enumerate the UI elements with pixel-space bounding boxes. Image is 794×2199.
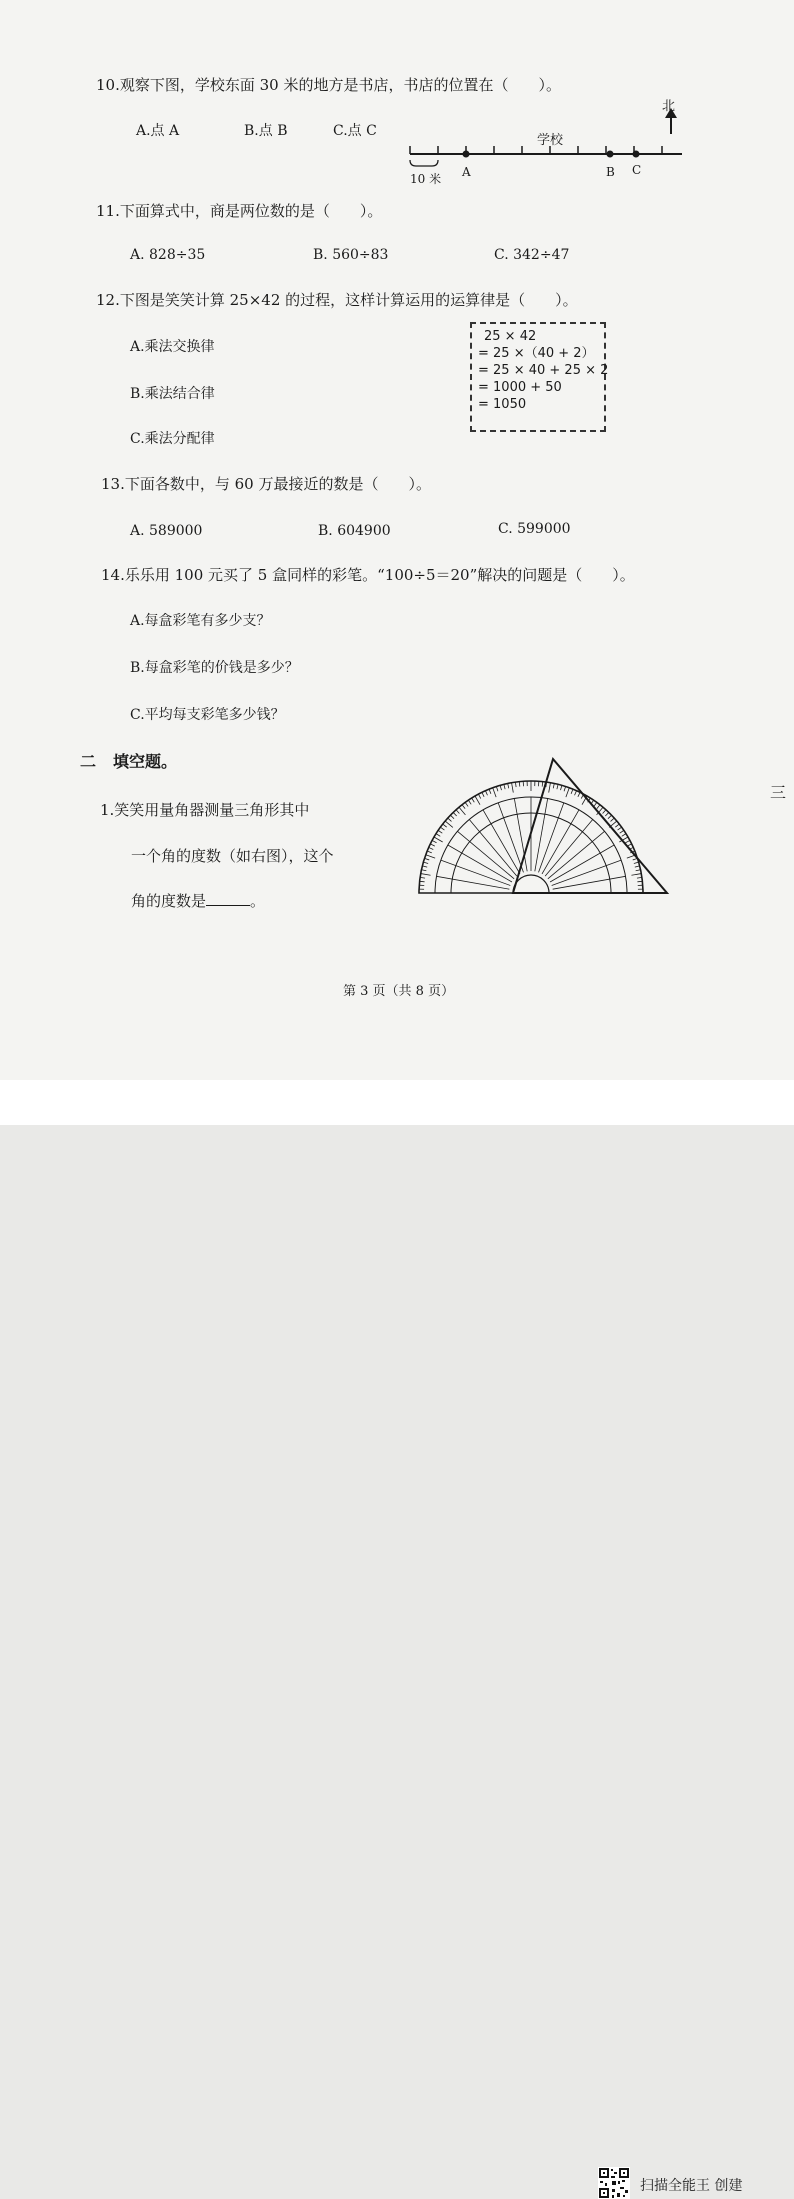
protractor-tick — [508, 783, 509, 788]
protractor-tick — [443, 824, 447, 827]
q11-option-b: B. 560÷83 — [313, 248, 388, 262]
q10-text: 10.观察下图，学校东面 30 米的地方是书店，书店的位置在（ ）。 — [96, 78, 561, 93]
q13-option-c: C. 599000 — [498, 522, 571, 536]
page-number: 第 3 页（共 8 页） — [343, 985, 454, 998]
section-title: 填空题。 — [113, 754, 177, 770]
protractor-tick — [465, 802, 468, 806]
protractor-tick — [420, 881, 425, 882]
fill1-line1: 1.笑笑用量角器测量三角形其中 — [100, 803, 309, 818]
school-label: 学校 — [537, 134, 563, 147]
edge-fragment: 三 — [770, 780, 786, 803]
calculation-box — [470, 322, 606, 432]
protractor-tick — [436, 834, 440, 837]
q11-option-c: C. 342÷47 — [494, 248, 569, 262]
protractor-tick — [504, 784, 505, 789]
protractor-radial — [553, 876, 626, 889]
protractor-tick — [622, 834, 626, 837]
protractor-tick — [578, 792, 580, 796]
q13-text: 13.下面各数中，与 60 万最接近的数是（ ）。 — [101, 477, 431, 492]
protractor-tick — [542, 782, 543, 787]
section-number: 二 — [80, 754, 96, 770]
protractor-tick — [448, 818, 452, 821]
q10-option-b: B.点 B — [244, 124, 287, 138]
protractor-tick — [422, 866, 427, 867]
protractor-tick — [512, 783, 514, 793]
north-label: 北 — [662, 100, 675, 113]
protractor-radial — [436, 876, 509, 889]
scanner-label: 扫描全能王 创建 — [640, 2175, 742, 2195]
protractor-radial — [514, 798, 527, 871]
protractor-tick — [611, 818, 615, 821]
q14-option-b: B.每盒彩笔的价钱是多少？ — [130, 661, 299, 675]
protractor-tick — [571, 789, 573, 794]
answer-blank[interactable] — [206, 893, 250, 906]
protractor-tick — [634, 862, 639, 863]
q10-option-c: C.点 C — [333, 124, 377, 138]
protractor-tick — [475, 796, 480, 805]
protractor-tick — [438, 830, 442, 833]
protractor-radial — [552, 860, 622, 885]
q12-option-c: C.乘法分配律 — [130, 432, 215, 446]
q13-option-a: A. 589000 — [130, 524, 202, 538]
protractor-tick — [456, 810, 459, 814]
protractor-tick — [440, 827, 444, 830]
q14-option-a: A.每盒彩笔有多少支？ — [130, 614, 271, 628]
protractor-tick — [426, 855, 435, 858]
protractor-tick — [478, 794, 480, 798]
protractor-tick — [420, 877, 425, 878]
protractor-tick — [427, 851, 432, 853]
protractor-tick — [472, 798, 475, 802]
q13-option-b: B. 604900 — [318, 524, 391, 538]
protractor-tick — [496, 786, 498, 791]
protractor-tick — [618, 827, 622, 830]
protractor-tick — [631, 874, 641, 876]
calc-step-1: 25 × 42 — [478, 328, 604, 345]
calc-step-2: = 25 ×（40 + 2） — [478, 345, 604, 362]
protractor-tick — [421, 874, 431, 876]
protractor-radial — [498, 803, 523, 873]
protractor-tick — [424, 858, 429, 860]
protractor-tick — [608, 815, 612, 818]
protractor-tick — [605, 812, 608, 816]
protractor-tick — [575, 791, 577, 796]
protractor-tick — [519, 782, 520, 787]
protractor-tick — [564, 786, 566, 791]
protractor-tick — [625, 840, 629, 842]
protractor-tick — [485, 791, 487, 796]
fill1-line2: 一个角的度数（如右图），这个 — [131, 849, 334, 864]
q14-text: 14.乐乐用 100 元买了 5 盒同样的彩笔。“100÷5＝20”解决的问题是（ ）。 — [101, 568, 635, 583]
q12-option-b: B.乘法结合律 — [130, 387, 215, 401]
protractor-tick — [453, 812, 456, 816]
protractor-tick — [594, 802, 597, 806]
q11-option-a: A. 828÷35 — [130, 248, 205, 262]
protractor-tick — [603, 810, 606, 814]
point-a-label: A — [462, 166, 471, 178]
point-c-label: C — [632, 164, 641, 176]
protractor-tick — [430, 844, 434, 846]
protractor-tick — [429, 847, 434, 849]
calc-step-3: = 25 × 40 + 25 × 2 — [478, 362, 604, 379]
protractor-tick — [482, 792, 484, 796]
protractor-tick — [557, 784, 558, 789]
protractor-tick — [450, 815, 454, 818]
protractor-tick — [597, 805, 600, 809]
protractor-tick — [560, 785, 561, 790]
protractor-tick — [421, 870, 426, 871]
protractor-tick — [515, 782, 516, 787]
protractor-tick — [434, 837, 443, 842]
protractor-tick — [549, 783, 551, 793]
protractor-tick — [553, 783, 554, 788]
protractor-radial — [535, 798, 548, 871]
protractor-tick — [489, 789, 491, 794]
protractor-radial — [539, 803, 564, 873]
point-b-label: B — [606, 166, 615, 178]
q14-option-c: C.平均每支彩笔多少钱？ — [130, 708, 285, 722]
qr-code-icon — [598, 2167, 630, 2199]
fill1-line3-post: 。 — [250, 892, 265, 910]
scale-label: 10 米 — [410, 173, 441, 185]
protractor-radial — [441, 860, 511, 885]
protractor-tick — [566, 788, 569, 797]
protractor-tick — [462, 805, 465, 809]
protractor-tick — [637, 881, 642, 882]
protractor-tick — [432, 840, 436, 842]
protractor-tick — [468, 800, 471, 804]
protractor-tick — [620, 830, 624, 833]
q12-option-a: A.乘法交换律 — [130, 340, 215, 354]
protractor-tick — [500, 785, 501, 790]
protractor-tick — [615, 824, 619, 827]
q12-text: 12.下图是笑笑计算 25×42 的过程，这样计算运用的运算律是（ ）。 — [96, 293, 578, 308]
q10-option-a: A.点 A — [136, 124, 179, 138]
scanner-bar — [0, 1080, 794, 1125]
exam-page — [0, 0, 794, 1080]
q11-text: 11.下面算式中，商是两位数的是（ ）。 — [96, 204, 382, 219]
protractor-tick — [493, 788, 496, 797]
protractor-figure — [405, 745, 675, 905]
protractor-tick — [636, 870, 641, 871]
protractor-tick — [423, 862, 428, 863]
fill1-line3 — [131, 893, 265, 909]
calc-step-4: = 1000 + 50 — [478, 379, 604, 396]
protractor-tick — [635, 866, 640, 867]
protractor-tick — [637, 877, 642, 878]
fill1-line3-pre: 角的度数是 — [131, 892, 206, 910]
calc-step-5: = 1050 — [478, 396, 604, 413]
